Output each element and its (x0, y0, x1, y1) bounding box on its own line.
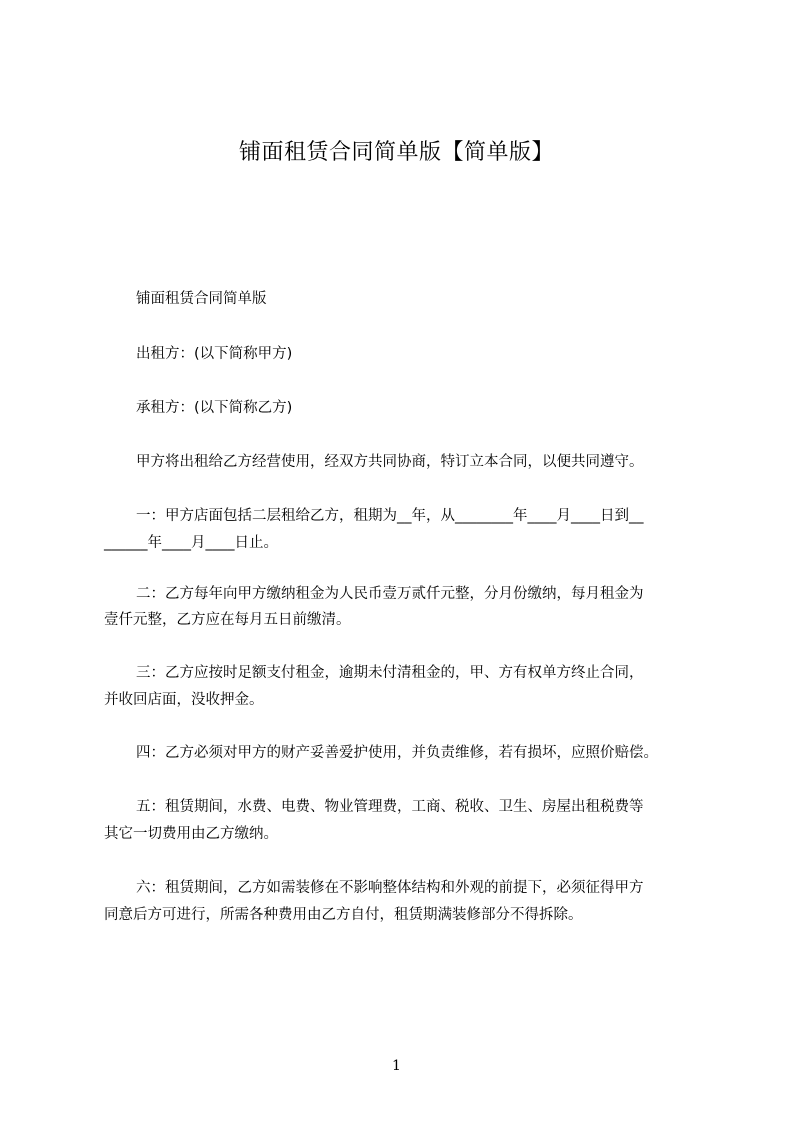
paragraph-line: 三：乙方应按时足额支付租金，逾期未付清租金的，甲、方有权单方终止合同， (136, 665, 644, 681)
paragraph-line: 其它一切费用由乙方缴纳。 (104, 826, 278, 842)
paragraph-line: 并收回店面，没收押金。 (104, 692, 264, 708)
paragraph-line: 壹仟元整，乙方应在每月五日前缴清。 (104, 612, 351, 628)
paragraph-line: 出租方：(以下简称甲方) (136, 346, 293, 362)
paragraph-line: 承租方：(以下简称乙方) (136, 400, 293, 416)
page-title: 铺面租赁合同简单版【简单版】 (238, 140, 554, 165)
paragraph-line: 甲方将出租给乙方经营使用，经双方共同协商，特订立本合同，以便共同遵守。 (136, 454, 644, 470)
paragraph-line: 五：租赁期间，水费、电费、物业管理费，工商、税收、卫生、房屋出租税费等 (136, 799, 644, 815)
paragraph-line: 二：乙方每年向甲方缴纳租金为人民币壹万贰仟元整，分月份缴纳，每月租金为 (136, 586, 644, 602)
page-number: 1 (392, 1058, 401, 1074)
paragraph-line: ______年____月____日止。 (104, 535, 278, 551)
paragraph-line: 一：甲方店面包括二层租给乙方，租期为__年，从________年____月____日到__ (136, 508, 644, 524)
paragraph-line: 四：乙方必须对甲方的财产妥善爱护使用，并负责维修，若有损坏，应照价赔偿。 (136, 745, 658, 761)
paragraph-line: 铺面租赁合同简单版 (136, 291, 267, 307)
paragraph-line: 同意后方可进行，所需各种费用由乙方自付，租赁期满装修部分不得拆除。 (104, 907, 583, 923)
paragraph-line: 六：租赁期间，乙方如需装修在不影响整体结构和外观的前提下，必须征得甲方 (136, 880, 644, 896)
